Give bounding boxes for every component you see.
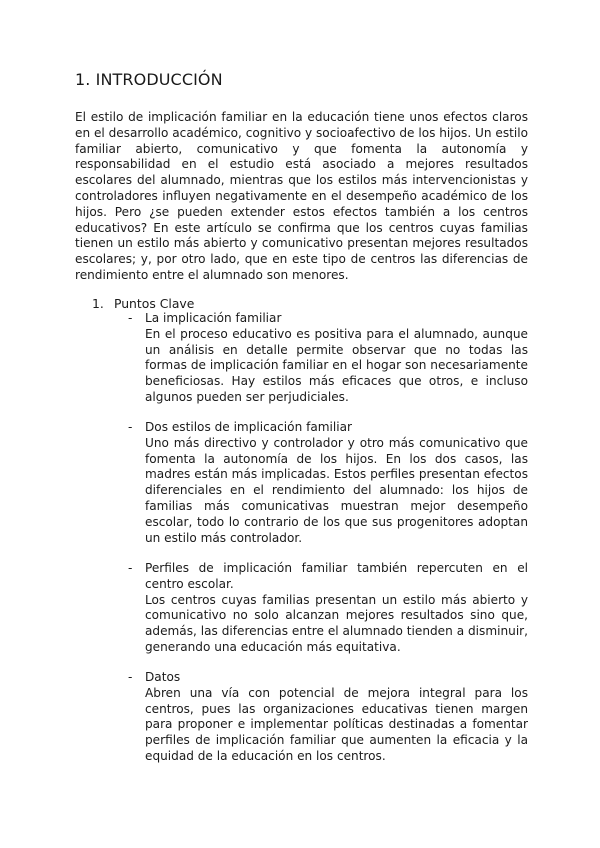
list-title-text: Puntos Clave [113, 296, 195, 311]
bullet-dash: - [128, 311, 133, 325]
key-point-item [128, 670, 528, 765]
key-point-label: Datos [145, 670, 181, 684]
key-point-label: La implicación familiar [145, 311, 282, 325]
section-heading: 1. INTRODUCCIÓN [75, 70, 223, 89]
key-point-body: En el proceso educativo es positiva para el alumnado, aunque un análisis en detalle permite observar que no todas las formas de implicación familiar en el hogar son necesariamente beneficiosas. Hay estilos más eficaces que otros, e incluso algunos pueden ser perjudiciales. [145, 326, 528, 404]
key-point-item [128, 561, 528, 656]
key-point-item [128, 420, 528, 546]
bullet-dash: - [128, 420, 133, 434]
key-points-title [92, 296, 194, 311]
intro-paragraph: El estilo de implicación familiar en la educación tiene unos efectos claros en el desarrollo académico, cognitivo y socioafectivo de los hijos. Un estilo familiar abierto, comunicativo y que fomenta la autonomía y responsabilidad en el estudio está asociado a mejores resultados escolares del alumnado, mientras que los estilos más intervencionistas y controladores influyen negativamente en el desempeño académico de los hijos. Pero ¿se pueden extender estos efectos también a los centros educativos? En este artículo se confirma que los centros cuyas familias tienen un estilo más abierto y comunicativo presentan mejores resultados escolares; y, por otro lado, que en este tipo de centros las diferencias de rendimiento entre el alumnado son menores. [75, 110, 528, 282]
bullet-dash: - [128, 561, 133, 575]
bullet-dash: - [128, 670, 133, 684]
key-point-label: Dos estilos de implicación familiar [145, 420, 352, 434]
key-point-item [128, 311, 528, 406]
key-point-body: Uno más directivo y controlador y otro más comunicativo que fomenta la autonomía de los hijos. En los dos casos, las madres están más implicadas. Estos perfiles presentan efectos diferenciales en el rendimiento del alumnado: los hijos de familias más comunicativas muestran mejor desempeño escolar, todo lo contrario de los que sus progenitores adoptan un estilo más controlador. [145, 435, 528, 545]
key-point-label: Perfiles de implicación familiar también repercuten en el centro escolar. [145, 561, 528, 591]
list-number: 1. [92, 296, 104, 311]
key-point-body: Abren una vía con potencial de mejora integral para los centros, pues las organizaciones educativas tienen margen para proponer e implementar políticas destinadas a fomentar perfiles de implicación familiar que aumenten la eficacia y la equidad de la educación en los centros. [145, 685, 528, 763]
key-point-body: Los centros cuyas familias presentan un estilo más abierto y comunicativo no solo alcanzan mejores resultados sino que, además, las diferencias entre el alumnado tienden a disminuir, generando una educación más equitativa. [145, 592, 528, 654]
